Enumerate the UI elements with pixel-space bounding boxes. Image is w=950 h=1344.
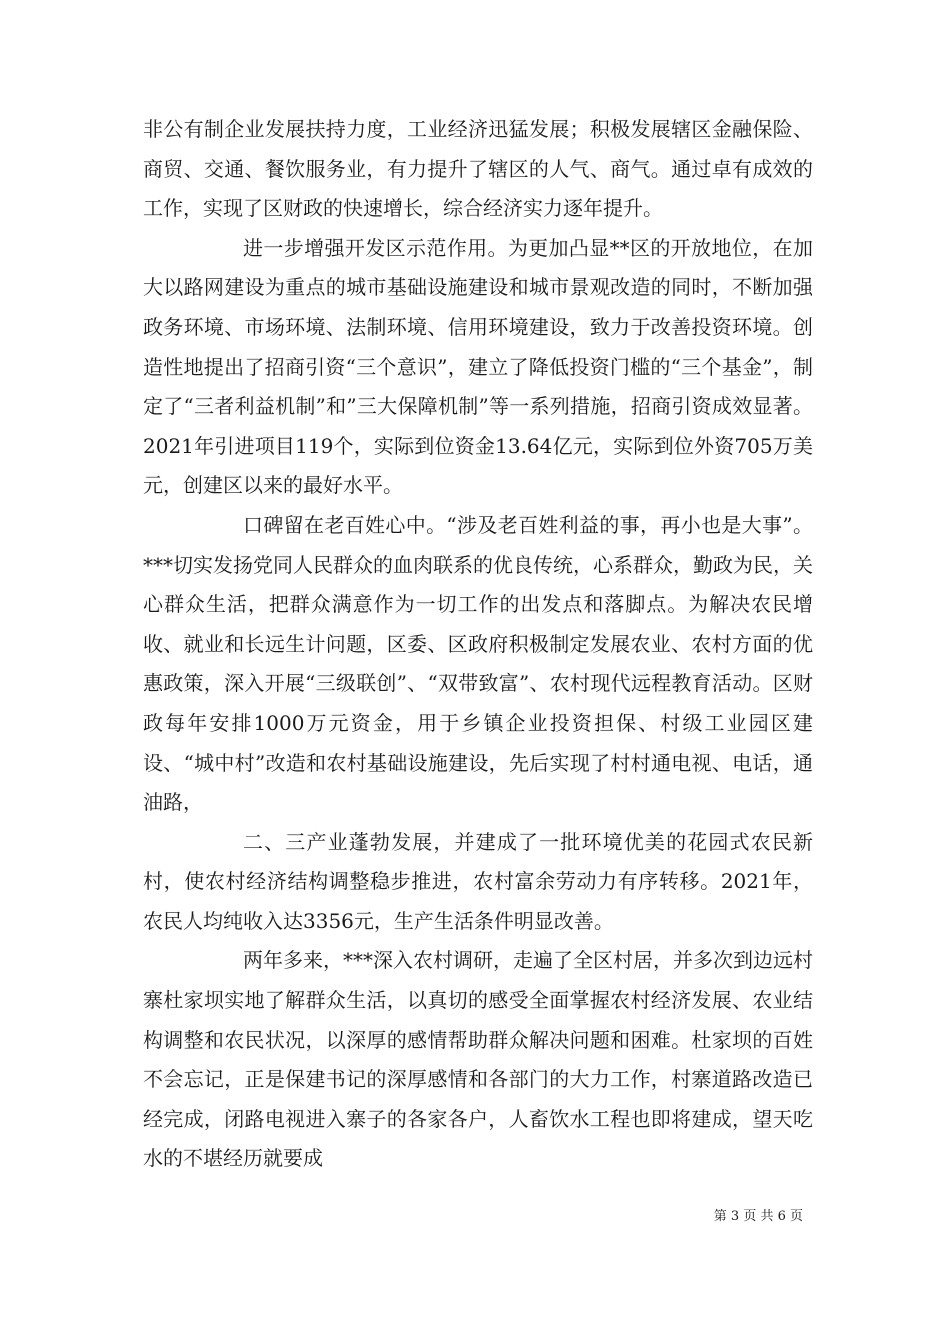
paragraph-5: 两年多来，***深入农村调研，走遍了全区村居，并多次到边远村寨杜家坝实地了解群众生活，以真切的感受全面掌握农村经济发展、农业结构调整和农民状况，以深厚的感情帮助群众解决问题和困难。杜家坝的百姓不会忘记，正是保建书记的深厚感情和各部门的大力工作，村寨道路改造已经完成，闭路电视进入寨子的各家各户，人畜饮水工程也即将建成，望天吃水的不堪经历就要成: [143, 948, 813, 1171]
paragraph-2: 进一步增强开发区示范作用。为更加凸显**区的开放地位，在加大以路网建设为重点的城市基础设施建设和城市景观改造的同时，不断加强政务环境、市场环境、法制环境、信用环境建设，致力于改善投资环境。创造性地提出了招商引资“三个意识”，建立了降低投资门槛的“三个基金”，制定了“三者利益机制”和”三大保障机制”等一系列措施，招商引资成效显著。2021年引进项目119个，实际到位资金13.64亿元，实际到位外资705万美元，创建区以来的最好水平。: [143, 235, 813, 498]
paragraph-1: 非公有制企业发展扶持力度，工业经济迅猛发展；积极发展辖区金融保险、商贸、交通、餐饮服务业，有力提升了辖区的人气、商气。通过卓有成效的工作，实现了区财政的快速增长，综合经济实力逐年提升。: [143, 117, 813, 221]
document-body: [143, 110, 813, 1179]
paragraph-3: 口碑留在老百姓心中。“涉及老百姓利益的事，再小也是大事”。***切实发扬党同人民群众的血肉联系的优良传统，心系群众，勤政为民，关心群众生活，把群众满意作为一切工作的出发点和落脚点。为解决农民增收、就业和长远生计问题，区委、区政府积极制定发展农业、农村方面的优惠政策，深入开展“三级联创”、“双带致富”、农村现代远程教育活动。区财政每年安排1000万元资金，用于乡镇企业投资担保、村级工业园区建设、“城中村”改造和农村基础设施建设，先后实现了村村通电视、电话，通油路，: [143, 512, 813, 815]
paragraph-4: 二、三产业蓬勃发展，并建成了一批环境优美的花园式农民新村，使农村经济结构调整稳步推进，农村富余劳动力有序转移。2021年，农民人均纯收入达3356元，生产生活条件明显改善。: [143, 829, 813, 933]
page-number-footer: 第 3 页 共 6 页: [713, 1209, 803, 1224]
